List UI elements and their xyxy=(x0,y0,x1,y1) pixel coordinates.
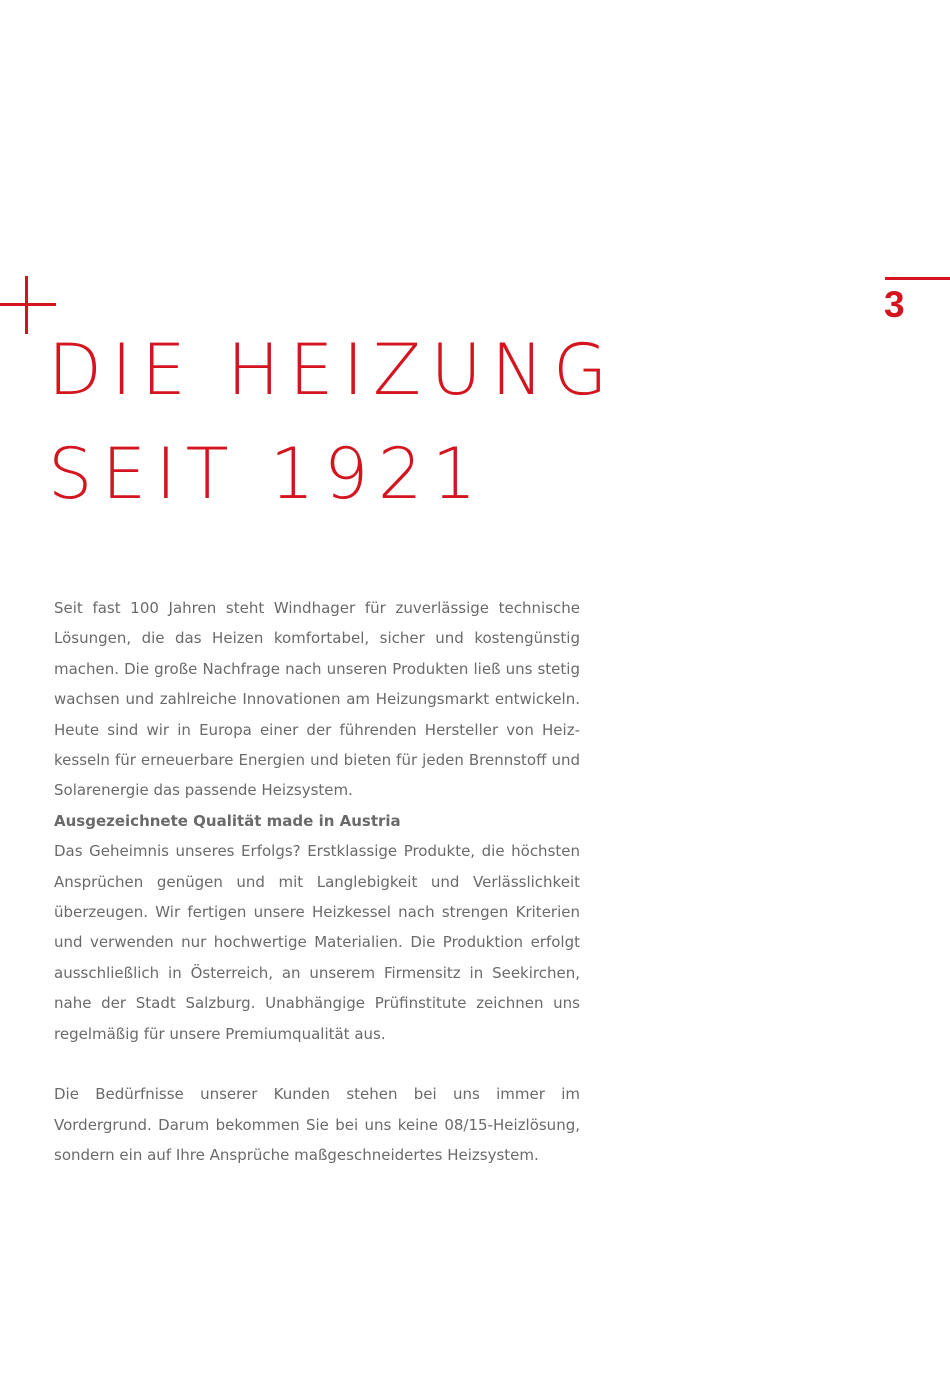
headline-line-1: DIE HEIZUNG xyxy=(48,329,617,411)
customers-paragraph: Die Bedürfnisse unserer Kunden stehen bei uns immer im Vordergrund. Darum bekommen Sie bei uns keine 08/15-Heizlösung, sondern ein auf Ihre Ansprüche maßgeschneidertes Heizsystem. xyxy=(54,1085,580,1165)
quality-subheading: Ausgezeichnete Qualität made in Austria xyxy=(54,811,401,830)
page-number-rule xyxy=(885,277,950,280)
quality-paragraph: Das Geheimnis unseres Erfolgs? Erstklassige Produkte, die höchsten Ansprüchen genügen und mit Langlebigkeit und Verlässlichkeit überzeugen. Wir fertigen unsere Heizkessel nach strengen Kriterien und verwenden nur hochwertige Materialien. Die Produktion erfolgt ausschließlich in Österreich, an unserem Firmensitz in Seekirchen, nahe der Stadt Salzburg. Unabhängige Prüfinstitute zeichnen uns regelmäßig für unsere Premiumqualität aus. xyxy=(54,842,580,1043)
plus-icon-horizontal-bar xyxy=(0,303,56,306)
body-text xyxy=(54,593,580,1171)
headline-line-2: SEIT 1921 xyxy=(48,433,486,515)
page-headline xyxy=(48,318,617,526)
page-number: 3 xyxy=(884,284,905,325)
intro-paragraph: Seit fast 100 Jahren steht Windhager für zuverlässige technische Lösungen, die das Heizen komfortabel, sicher und kostengünstig machen. Die große Nachfrage nach unseren Produkten ließ uns stetig wachsen und zahlreiche Innovationen am Heizungsmarkt entwickeln. Heute sind wir in Europa einer der führenden Hersteller von Heizkesseln für erneuerbare Energien und bieten für jeden Brennstoff und Solarenergie das passende Heizsystem. xyxy=(54,599,580,800)
plus-icon-vertical-bar xyxy=(25,276,28,334)
